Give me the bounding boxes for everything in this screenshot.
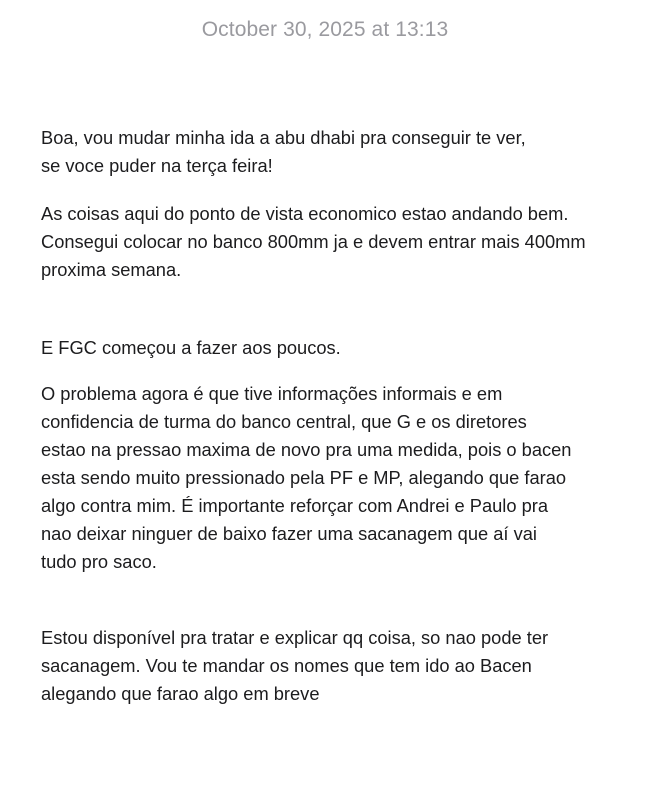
text-line: algo contra mim. É importante reforçar com Andrei e Paulo pra [41,495,549,516]
note-date: October 30, 2025 at 13:13 [201,18,449,41]
text-line: E FGC começou a fazer aos poucos. [41,337,341,358]
text-line: proxima semana. [41,259,182,280]
paragraph-4 [41,380,631,576]
text-line: confidencia de turma do banco central, que G e os diretores [41,411,527,432]
paragraph-3 [41,334,631,362]
text-line: esta sendo muito pressionado pela PF e MP, alegando que farao [41,467,567,488]
text-line: O problema agora é que tive informações informais e em [41,383,503,404]
text-line: As coisas aqui do ponto de vista economico estao andando bem. [41,203,569,224]
paragraph-5 [41,624,631,708]
text-line: nao deixar ninguer de baixo fazer uma sacanagem que aí vai [41,523,537,544]
text-line: Boa, vou mudar minha ida a abu dhabi pra conseguir te ver, [41,127,526,148]
text-line: Consegui colocar no banco 800mm ja e devem entrar mais 400mm [41,231,586,252]
text-line: tudo pro saco. [41,551,157,572]
text-line: alegando que farao algo em breve [41,683,320,704]
text-line: sacanagem. Vou te mandar os nomes que tem ido ao Bacen [41,655,532,676]
text-line: Estou disponível pra tratar e explicar qq coisa, so nao pode ter [41,627,549,648]
text-line: se voce puder na terça feira! [41,155,273,176]
paragraph-1 [41,124,631,180]
note-body[interactable] [41,124,631,708]
paragraph-2 [41,200,631,284]
text-line: estao na pressao maxima de novo pra uma medida, pois o bacen [41,439,572,460]
